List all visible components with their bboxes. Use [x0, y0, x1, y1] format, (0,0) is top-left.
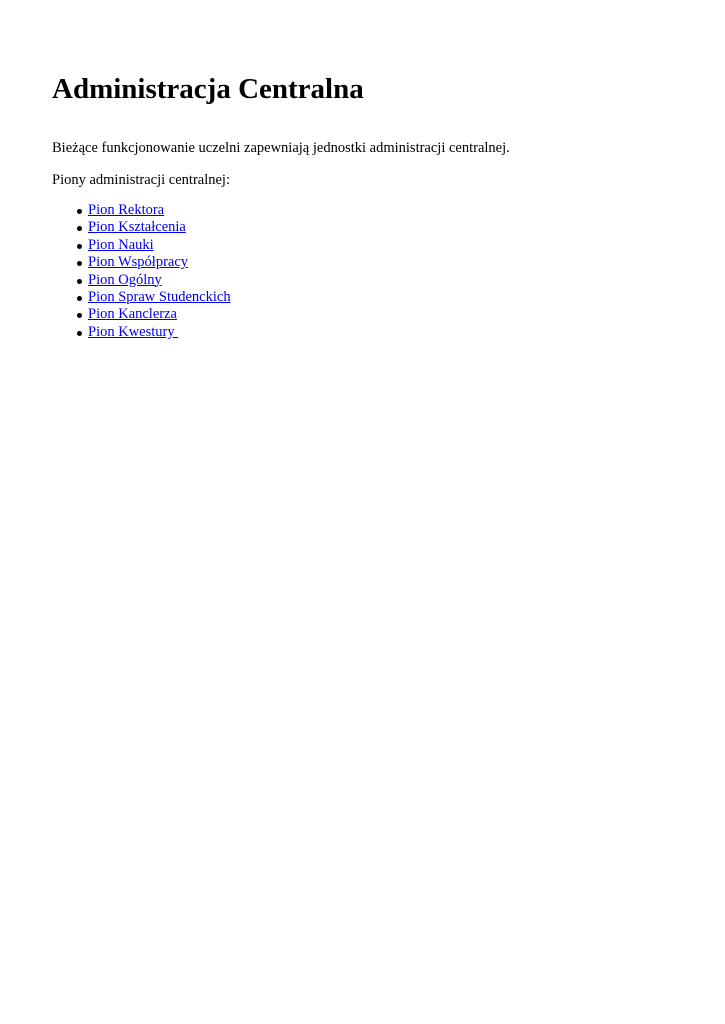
page-title: Administracja Centralna [52, 73, 364, 105]
bullet-icon [77, 244, 82, 249]
bullet-icon [77, 261, 82, 266]
link-pion-spraw-studenckich[interactable]: Pion Spraw Studenckich [88, 288, 231, 305]
link-pion-rektora[interactable]: Pion Rektora [88, 202, 165, 218]
list-heading: Piony administracji centralnej: [52, 172, 230, 188]
link-pion-nauki[interactable]: Pion Nauki [88, 236, 154, 253]
link-pion-kwestury[interactable]: Pion Kwestury [88, 323, 179, 340]
list-item [52, 254, 231, 271]
bullet-icon [77, 226, 82, 231]
units-list [52, 202, 231, 341]
bullet-icon [77, 296, 82, 301]
link-pion-kanclerza[interactable]: Pion Kanclerza [88, 306, 177, 323]
link-pion-wspolpracy[interactable]: Pion Współpracy [88, 254, 189, 271]
bullet-icon [77, 279, 82, 284]
list-item [52, 306, 231, 323]
list-item [52, 272, 231, 289]
link-pion-ksztalcenia[interactable]: Pion Kształcenia [88, 219, 186, 236]
list-item [52, 324, 231, 341]
link-pion-ogolny[interactable]: Pion Ogólny [88, 271, 162, 288]
list-item [52, 202, 231, 219]
bullet-icon [77, 331, 82, 336]
list-item [52, 219, 231, 236]
bullet-icon [77, 313, 82, 318]
list-item [52, 289, 231, 306]
list-item [52, 237, 231, 254]
intro-paragraph: Bieżące funkcjonowanie uczelni zapewniają jednostki administracji centralnej. [52, 140, 510, 156]
bullet-icon [77, 209, 82, 214]
